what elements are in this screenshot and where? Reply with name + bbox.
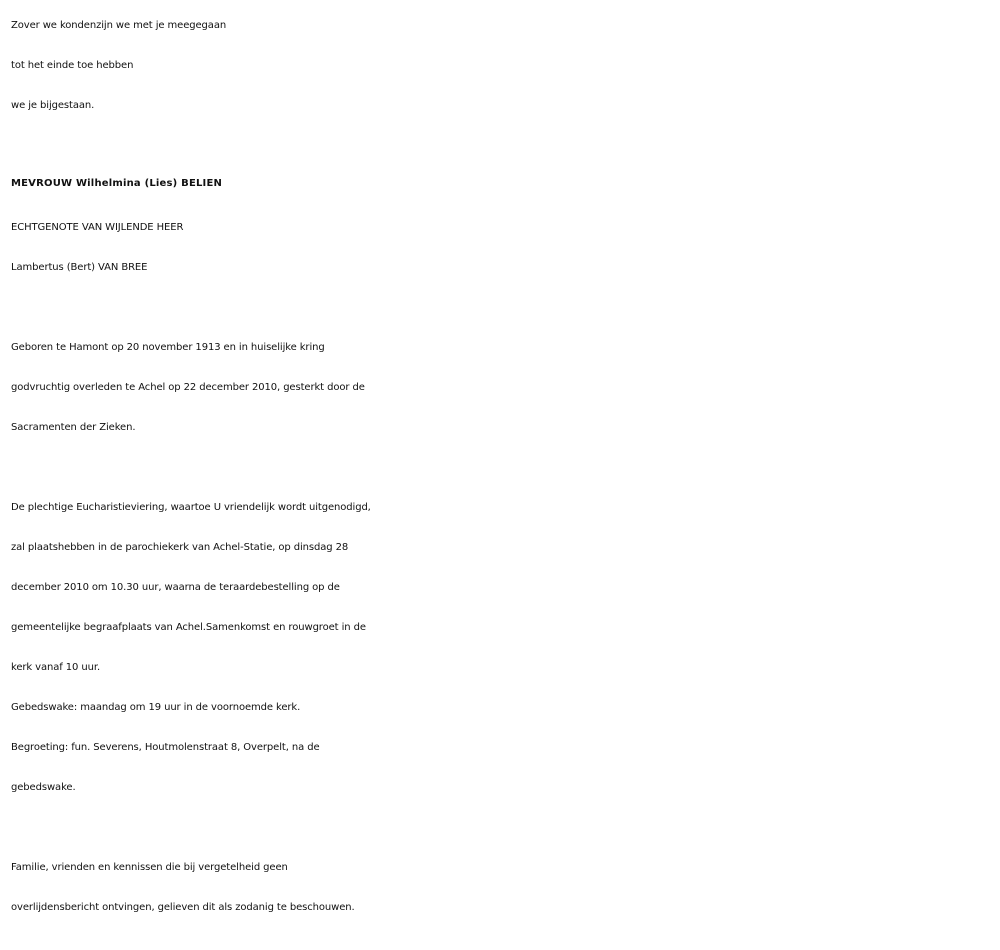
- obituary-notice: [11, 6, 996, 928]
- poem-line: we je bijgestaan.: [11, 100, 95, 111]
- paragraph-line: Gebedswake: maandag om 19 uur in de voornoemde kerk.: [11, 702, 301, 713]
- paragraph-line: Sacramenten der Zieken.: [11, 422, 136, 433]
- spouse-line: ECHTGENOTE VAN WIJLENDE HEER: [11, 222, 184, 233]
- spouse-line: Lambertus (Bert) VAN BREE: [11, 262, 148, 273]
- poem-line: Zover we kondenzijn we met je meegegaan: [11, 20, 227, 31]
- deceased-name: MEVROUW Wilhelmina (Lies) BELIEN: [11, 178, 223, 189]
- paragraph-line: december 2010 om 10.30 uur, waarna de teraardebestelling op de: [11, 582, 340, 593]
- paragraph-line: Geboren te Hamont op 20 november 1913 en in huiselijke kring: [11, 342, 325, 353]
- paragraph-line: Begroeting: fun. Severens, Houtmolenstraat 8, Overpelt, na de: [11, 742, 320, 753]
- spouse-info: [11, 208, 996, 288]
- paragraph-line: kerk vanaf 10 uur.: [11, 662, 101, 673]
- paragraph-line: Familie, vrienden en kennissen die bij vergetelheid geen: [11, 862, 288, 873]
- paragraph-line: overlijdensbericht ontvingen, gelieven dit als zodanig te beschouwen.: [11, 902, 355, 913]
- paragraph-line: De plechtige Eucharistieviering, waartoe U vriendelijk wordt uitgenodigd,: [11, 502, 371, 513]
- poem-line: tot het einde toe hebben: [11, 60, 134, 71]
- birth-death-paragraph: [11, 328, 996, 448]
- paragraph-line: gemeentelijke begraafplaats van Achel.Samenkomst en rouwgroet in de: [11, 622, 366, 633]
- memorial-poem: [11, 6, 996, 126]
- paragraph-line: gebedswake.: [11, 782, 76, 793]
- notice-paragraph: [11, 848, 996, 928]
- paragraph-line: zal plaatshebben in de parochiekerk van Achel-Statie, op dinsdag 28: [11, 542, 349, 553]
- ceremony-paragraph: [11, 488, 996, 808]
- paragraph-line: godvruchtig overleden te Achel op 22 december 2010, gesterkt door de: [11, 382, 365, 393]
